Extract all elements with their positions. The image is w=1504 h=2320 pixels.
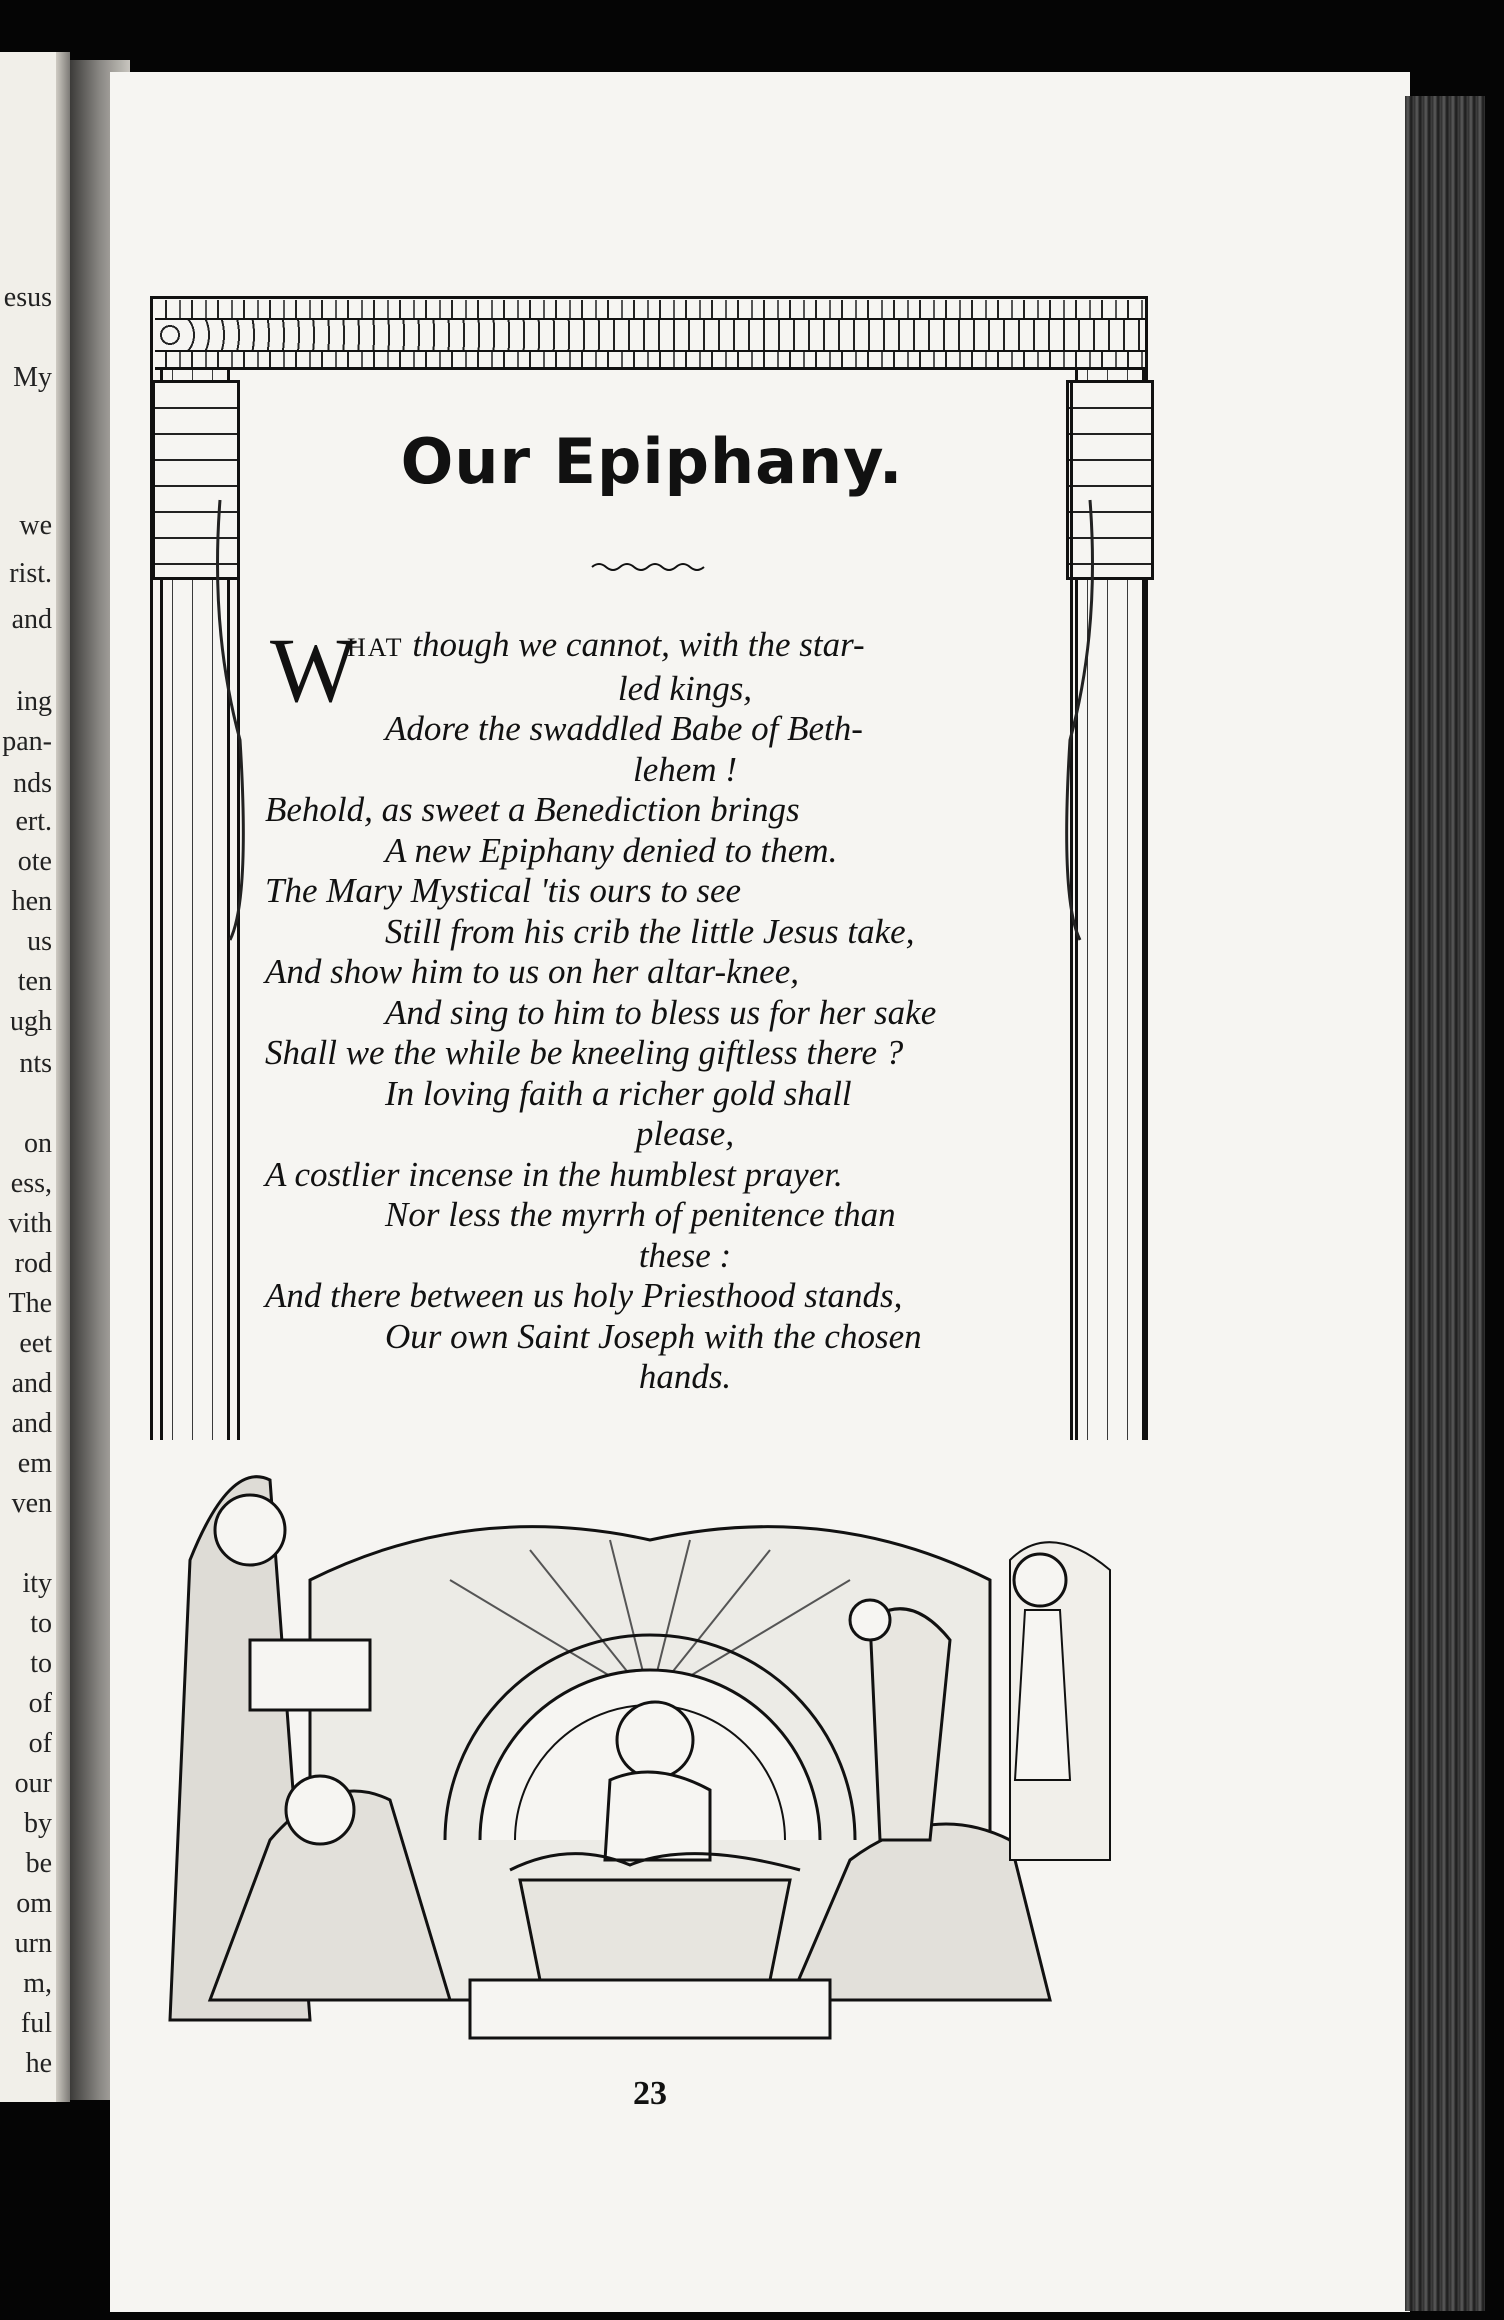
facing-page-text: My (13, 362, 52, 393)
drop-cap: W (270, 619, 357, 721)
facing-page-text: on (24, 1128, 52, 1159)
poem-line: In loving faith a richer gold shall (385, 1073, 852, 1113)
facing-page-text: he (25, 2048, 52, 2079)
poem-line: And show him to us on her altar-knee, (265, 952, 799, 991)
facing-page-text: and (11, 1368, 52, 1399)
facing-page-text: us (27, 926, 52, 957)
poem-line: And there between us holy Priesthood stands, (265, 1276, 903, 1315)
facing-page-text: om (16, 1888, 52, 1919)
facing-page-text: ess, (10, 1168, 52, 1199)
facing-page-text: em (17, 1448, 52, 1479)
facing-page-text: ful (20, 2008, 52, 2039)
poem-line: led kings, (617, 668, 753, 708)
poem-line: Behold, as sweet a Benediction brings (265, 790, 800, 829)
poem-line: Our own Saint Joseph with the chosen (385, 1316, 922, 1356)
facing-page-text: rist. (9, 558, 52, 589)
facing-page-text: of (28, 1688, 52, 1719)
facing-page-text: vith (8, 1208, 52, 1239)
facing-page-text: ert. (15, 806, 52, 837)
facing-page-text: and (11, 1408, 52, 1439)
poem-line: lehem ! (633, 749, 737, 789)
poem-line: The Mary Mystical 'tis ours to see (265, 871, 742, 910)
poem-line: please, (635, 1114, 735, 1153)
facing-page-text: by (24, 1808, 52, 1839)
ornamental-lintel (155, 300, 1145, 370)
poem-line: A new Epiphany denied to them. (385, 830, 838, 870)
facing-page-text: ven (11, 1488, 52, 1519)
poem-line: And sing to him to bless us for her sake (385, 992, 937, 1032)
facing-page-text: be (25, 1848, 52, 1879)
poem-line: Shall we the while be kneeling giftless there ? (265, 1033, 904, 1072)
facing-page-text: nds (13, 768, 52, 799)
facing-page-text: of (28, 1728, 52, 1759)
poem-line: these : (638, 1235, 732, 1275)
poem-line: A costlier incense in the humblest prayer. (265, 1154, 843, 1194)
facing-page-text: ten (17, 966, 52, 997)
facing-page-text: ing (16, 686, 52, 717)
poem-line: Nor less the myrrh of penitence than (385, 1195, 896, 1234)
nativity-illustration (150, 1440, 1150, 2040)
facing-page-text: eet (19, 1328, 52, 1359)
first-word-rest: HAT (347, 633, 404, 662)
facing-page-shadow (56, 52, 70, 2102)
facing-page-text: The (8, 1288, 52, 1319)
facing-page-text: ote (17, 846, 52, 877)
facing-page-text: ugh (10, 1006, 52, 1037)
poem-body (265, 619, 1045, 1398)
facing-page-text: we (19, 510, 52, 541)
poem-line: Still from his crib the little Jesus take, (385, 911, 915, 951)
poem-line: hands. (638, 1357, 732, 1396)
facing-page-text: ity (22, 1568, 52, 1599)
facing-page-text: our (14, 1768, 52, 1799)
facing-page-text: to (30, 1608, 52, 1639)
poem-line: Adore the swaddled Babe of Beth- (385, 709, 863, 748)
poem-line (265, 625, 1045, 669)
facing-page-text: rod (14, 1248, 52, 1279)
facing-page-text: and (11, 604, 52, 635)
poem-line-text: though we cannot, with the star- (403, 625, 865, 664)
facing-page-text: nts (19, 1048, 52, 1079)
facing-page-text: m, (23, 1968, 52, 1999)
facing-page-text: to (30, 1648, 52, 1679)
facing-page (0, 52, 70, 2102)
title-flourish (590, 560, 710, 574)
facing-page-text: hen (11, 886, 52, 917)
facing-page-text: urn (14, 1928, 52, 1959)
page-number: 23 (633, 2075, 667, 2112)
facing-page-text: esus (3, 282, 52, 313)
facing-page-text: pan- (2, 726, 52, 757)
poem-title: Our Epiphany. (400, 425, 904, 498)
page-edges (1405, 96, 1485, 2311)
